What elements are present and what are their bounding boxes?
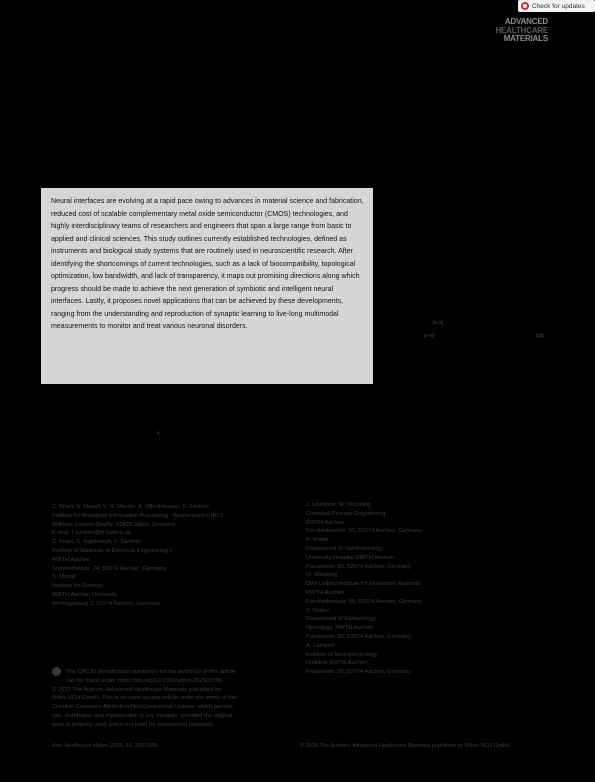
affiliation-line: P. Walter	[306, 537, 329, 544]
affiliation-line: Sommerfeldstr. 24, 52074 Aachen, Germany	[52, 565, 167, 572]
affiliation-line: Worringerweg 3, 52074 Aachen, Germany	[52, 600, 161, 607]
abstract-box	[41, 188, 373, 384]
affiliation-line: Institute of Neurophysiology	[306, 651, 378, 658]
check-updates-label: Check for updates	[532, 2, 585, 10]
affiliation-line: Department of Epileptology	[306, 616, 376, 623]
affiliation-line: Y. Weber	[306, 607, 330, 614]
footer-citation: Adv. Healthcare Mater. 2025, 15, 2501098	[52, 743, 157, 749]
reference-mark: [4–6]	[424, 333, 435, 338]
license-line: work is properly cited and is not used for commercial purposes.	[52, 721, 215, 728]
affiliation-line: Wilhelm-Johnen-Straße, 52428 Jülich, Germany	[52, 521, 176, 528]
affiliation-line: A. Lampert	[306, 642, 335, 649]
affiliation-line: Neurology, RWTH Aachen	[306, 625, 374, 632]
affiliation-line: RWTH Aachen	[306, 589, 345, 596]
license-line: Wiley-VCH GmbH. This is an open access article under the terms of the	[52, 695, 237, 702]
doi-link[interactable]: can be found under https://doi.org/10.1002/adhm.202501098	[66, 677, 222, 684]
affiliation-line: C. Frant, S. Musall, V. R. Mentor, A. Offenhäusser, F. Santoro	[52, 504, 209, 510]
affiliation-line: DWI Leibniz Institute for Interactive Materials	[306, 581, 422, 588]
footer-copyright: © 2025 The Authors. Advanced Healthcare Materials published by Wiley-VCH GmbH	[300, 743, 510, 749]
affiliation-line: Uniklinik RWTH Aachen	[306, 660, 368, 667]
affiliations-left	[52, 503, 223, 609]
affiliation-line: University Hospital RWTH Aachen	[306, 554, 394, 561]
affiliation-line: Pauwelsstr. 30, 52074 Aachen, Germany	[306, 563, 412, 570]
affiliation-line: C. Frant, S. Ingebrandt, F. Santoro	[52, 539, 141, 546]
reference-mark: [10]	[536, 333, 544, 338]
check-for-updates-button[interactable]	[518, 0, 595, 12]
affiliation-line: Institute of Materials in Electrical Engineering 1	[52, 547, 173, 554]
affiliation-line: RWTH Aachen University	[52, 591, 118, 598]
affiliation-line: Chemical Process Engineering	[306, 510, 386, 517]
reference-mark: a	[157, 430, 160, 435]
affiliation-line: RWTH Aachen	[52, 556, 91, 563]
affiliation-line: M. Wessling	[306, 572, 338, 579]
journal-logo	[486, 18, 548, 44]
affiliation-line: Pauwelsstr. 30, 52074 Aachen, Germany	[306, 669, 412, 676]
affiliation-line: Department of Ophthalmology	[306, 545, 384, 552]
affiliation-email[interactable]: E-mail: f.santoro@fz-juelich.de	[52, 530, 132, 537]
affiliation-line: Pauwelsstr. 30, 52074 Aachen, Germany	[306, 633, 412, 640]
license-line: Creative Commons Attribution-NonCommercial License, which permits	[52, 704, 233, 711]
affiliation-line: Forckenbeckstr. 50, 52074 Aachen, Germany	[306, 598, 423, 605]
orcid-note: The ORCID identification number(s) for the author(s) of this article	[66, 669, 236, 675]
reference-mark: [1–3]	[433, 320, 444, 325]
affiliation-line: Institute for Biological Information Processing - Bioelectronics IBI-3	[52, 512, 224, 519]
abstract-text: Neural interfaces are evolving at a rapid pace owing to advances in material science and fabrication, reduced cost of scalable complementary metal oxide semiconductor (CMOS) technologies, and highly interdisciplinary teams of researchers and engineers that span a large range from basic to applied and clinical sciences. This study outlines currently established technologies, defined as instruments and biological study systems that are routinely used in neuroscientific research. After identifying the shortcomings of current technologies, such as a lack of biocompatibility, topological optimization, low bandwidth, and lack of transparency, it maps out promising directions along which progress should be made to achieve the next generation of symbiotic and intelligent neural interfaces. Lastly, it proposes novel applications that can be achieved by these developments, ranging from the understanding and reproduction of synaptic learning to live-long multimodal measurements to monitor and treat various neuronal disorders.	[51, 198, 364, 330]
affiliation-line: Institute for Zoology	[52, 583, 103, 590]
license-notice	[52, 668, 302, 730]
license-line: use, distribution and reproduction in any medium, provided the original	[52, 712, 233, 719]
affiliation-line: Forckenbeckstr. 51, 52074 Aachen, Germany	[306, 528, 423, 535]
affiliation-line: RWTH Aachen	[306, 519, 345, 526]
affiliation-line: S. Musall	[52, 574, 76, 581]
journal-logo-line-3: MATERIALS	[503, 34, 548, 43]
affiliation-line: J. Linkhorst, M. Wessling	[306, 502, 371, 508]
affiliations-right	[306, 501, 422, 677]
check-updates-icon	[521, 2, 529, 10]
license-line: © 2025 The Authors. Advanced Healthcare Materials published by	[52, 686, 222, 693]
journal-logo-line-1: ADVANCED	[504, 17, 548, 26]
journal-logo-line-2: HEALTHCARE	[495, 25, 548, 35]
